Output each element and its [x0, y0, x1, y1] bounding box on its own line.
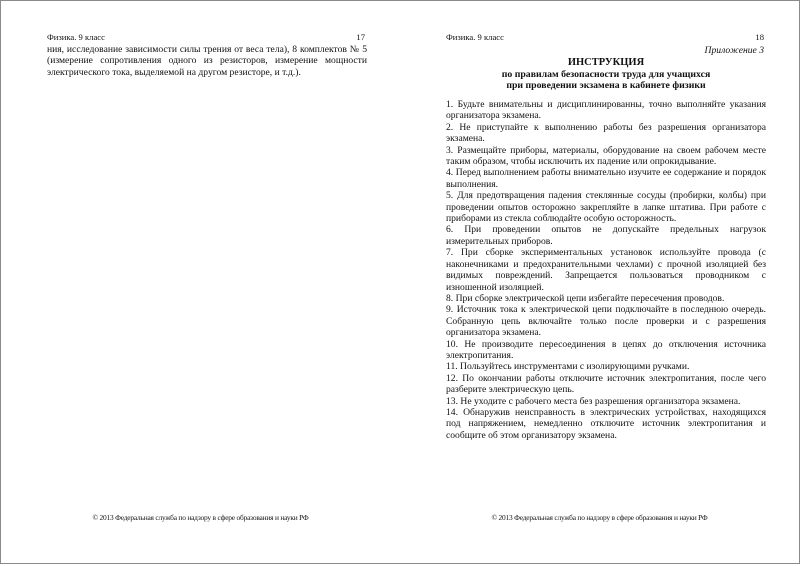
- instruction-item: 6. При проведении опытов не допускайте предельных нагрузок измерительных приборов.: [446, 224, 766, 247]
- running-header: Физика. 9 класс: [446, 32, 504, 42]
- footer-copyright: © 2013 Федеральная служба по надзору в сфере образования и науки РФ: [491, 513, 708, 522]
- instruction-title-block: [446, 57, 766, 92]
- instruction-item: 12. По окончании работы отключите источник электропитания, после чего разберите электрическую цепь.: [446, 372, 766, 396]
- instruction-item: 8. При сборке электрической цепи избегайте пересечения проводов.: [446, 292, 725, 304]
- instruction-item: 4. Перед выполнением работы внимательно изучите ее содержание и порядок выполнения.: [446, 167, 766, 190]
- body-text: [47, 44, 367, 78]
- page-number: 18: [755, 32, 764, 42]
- instruction-list: [446, 99, 766, 441]
- page-number: 17: [356, 32, 365, 42]
- instruction-item: 13. Не уходите с рабочего места без разрешения организатора экзамена.: [446, 395, 741, 407]
- instruction-item: 14. Обнаружив неисправность в электрических устройствах, находящихся под напряжением, немедленно отключите источник электропитания и сообщите об этом организатору экзамена.: [446, 406, 766, 441]
- page-18: [400, 0, 800, 564]
- footer-copyright: © 2013 Федеральная служба по надзору в сфере образования и науки РФ: [92, 513, 309, 522]
- instruction-item: 2. Не приступайте к выполнению работы без разрешения организатора экзамена.: [446, 121, 766, 145]
- instruction-title: ИНСТРУКЦИЯ: [567, 57, 645, 68]
- instruction-item: 10. Не производите пересоединения в цепях до отключения источника электропитания.: [446, 338, 766, 361]
- running-header: Физика. 9 класс: [47, 32, 105, 42]
- instruction-item: 9. Источник тока к электрической цепи подключайте в последнюю очередь. Собранную цепь включайте только после проверки и с разрешения организатора экзамена.: [446, 304, 766, 339]
- page-17: [0, 0, 401, 564]
- instruction-item: 1. Будьте внимательны и дисциплинированны, точно выполняйте указания организатора экзамена.: [446, 99, 766, 122]
- instruction-item: 11. Пользуйтесь инструментами с изолирующими ручками.: [446, 361, 690, 373]
- instruction-item: 5. Для предотвращения падения стеклянные сосуды (пробирки, колбы) при проведении опытов осторожно закрепляйте в лапке штатива. При работе с приборами из стекла соблюдайте особую осторожность.: [446, 190, 766, 225]
- instruction-subtitle: при проведении экзамена в кабинете физики: [506, 80, 706, 91]
- instruction-item: 3. Размещайте приборы, материалы, оборудование на своем рабочем месте таким образом, чтобы исключить их падение или опрокидывание.: [446, 144, 766, 168]
- paragraph: ния, исследование зависимости силы трения от веса тела), 8 комплектов № 5 (измерение сопротивления одного из резисторов, измерение мощности электрического тока, выделяемой на другом резисторе, и т.д.).: [47, 44, 367, 78]
- appendix-label: Приложение 3: [704, 45, 764, 56]
- instruction-subtitle: по правилам безопасности труда для учащихся: [501, 68, 711, 80]
- instruction-item: 7. При сборке экспериментальных установок используйте провода (с наконечниками и предохранительными чехлами) с прочной изоляцией без видимых повреждений. Запрещается пользоваться проводником с изношенной изоляцией.: [446, 247, 766, 293]
